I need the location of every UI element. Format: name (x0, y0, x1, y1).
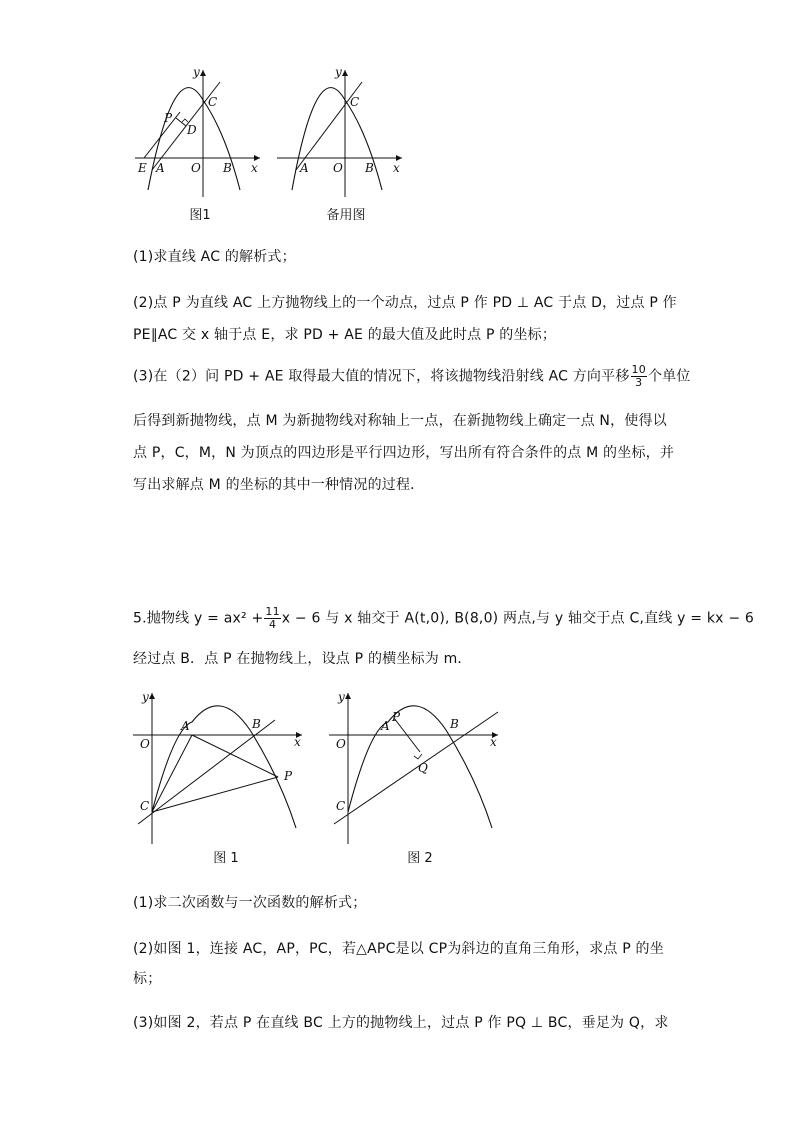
caption-q5-fig2: 图 2 (407, 851, 433, 866)
right-angle-mark (414, 754, 422, 759)
q4-part3-line4: 写出求解点 M 的坐标的其中一种情况的过程． (133, 477, 425, 493)
label-a: A (381, 719, 390, 733)
label-y: y (338, 690, 345, 704)
fraction-11-4 (264, 606, 280, 631)
parabola (152, 706, 296, 828)
caption-q5-fig1: 图 1 (213, 851, 239, 866)
label-a: A (300, 161, 309, 175)
label-y: y (193, 65, 200, 79)
line-bc (138, 720, 275, 824)
q5-part2-line1: (2)如图 1，连接 AC，AP，PC，若△APC是以 CP为斜边的直角三角形，求点 P 的坐 (133, 941, 664, 957)
q4-part2-line2: PE∥AC 交 x 轴于点 E，求 PD + AE 的最大值及此时点 P 的坐标； (133, 327, 557, 343)
figure-q5-fig2-svg (326, 688, 506, 848)
label-b: B (450, 717, 459, 731)
q4-part1: (1)求直线 AC 的解析式； (133, 249, 296, 265)
label-p: P (392, 710, 401, 724)
label-q: Q (418, 761, 428, 775)
label-o: O (333, 161, 343, 175)
line-pe (144, 112, 180, 158)
fraction-denominator: 3 (635, 376, 643, 389)
figure-q4-fig1 (130, 62, 270, 202)
q4-part2-line1: (2)点 P 为直线 AC 上方抛物线上的一个动点，过点 P 作 PD ⊥ AC 于点 D，过点 P 作 (133, 295, 677, 311)
label-p: P (284, 769, 293, 783)
fraction-numerator: 11 (265, 605, 280, 618)
q4-part3-line1-text-a: (3)在（2）问 PD + AE 取得最大值的情况下，将该抛物线沿射线 AC 方向平移 (133, 368, 630, 385)
caption-q4-fig2: 备用图 (326, 208, 366, 223)
q4-part3-line1 (133, 364, 691, 389)
caption-q4-fig1: 图1 (189, 208, 211, 223)
label-c: C (350, 95, 360, 109)
q5-intro-line1 (133, 606, 754, 631)
label-b: B (223, 161, 232, 175)
q4-part3-line1-text-b: 个单位 (647, 368, 691, 385)
figure-q4-fig2 (272, 62, 412, 202)
fraction-denominator: 4 (268, 618, 277, 631)
label-e: E (138, 161, 147, 175)
figure-q4-fig2-svg (272, 62, 412, 202)
label-x: x (251, 161, 258, 175)
q5-part1: (1)求二次函数与一次函数的解析式； (133, 895, 367, 911)
label-c: C (208, 95, 218, 109)
y-axis-arrow (149, 693, 155, 699)
figure-q5-fig1 (130, 688, 310, 848)
y-axis-arrow (342, 70, 348, 76)
figure-q5-fig1-svg (130, 688, 310, 848)
y-axis-arrow (345, 693, 351, 699)
label-c: C (336, 799, 346, 813)
line-bc (334, 712, 498, 824)
segment-pc (152, 777, 278, 812)
y-axis-arrow (200, 70, 206, 76)
label-o: O (140, 737, 150, 751)
label-p: P (164, 111, 173, 125)
q5-intro-text-a: 5.抛物线 y = ax² + (133, 610, 264, 627)
label-c: C (140, 799, 150, 813)
label-x: x (294, 735, 301, 749)
q5-intro-line2: 经过点 B．点 P 在抛物线上，设点 P 的横坐标为 m． (133, 651, 472, 667)
fraction-10-3 (631, 364, 647, 389)
label-o: O (191, 161, 201, 175)
right-angle-mark (182, 119, 188, 122)
figure-q4-fig1-svg (130, 62, 270, 202)
label-a: A (156, 161, 165, 175)
label-y: y (142, 690, 149, 704)
q5-part2-line2: 标； (133, 971, 162, 987)
q5-intro-text-b: x − 6 与 x 轴交于 A(t,0), B(8,0) 两点,与 y 轴交于点 C,直线 y = kx − 6 (281, 610, 755, 627)
label-b: B (365, 161, 374, 175)
label-d: D (187, 123, 197, 137)
figure-q5-fig2 (326, 688, 506, 848)
q5-part3-line1: (3)如图 2，若点 P 在直线 BC 上方的抛物线上，过点 P 作 PQ ⊥ BC，垂足为 Q，求 (133, 1015, 669, 1031)
label-a: A (181, 719, 190, 733)
label-x: x (393, 161, 400, 175)
label-b: B (252, 717, 261, 731)
label-x: x (490, 735, 497, 749)
label-y: y (335, 65, 342, 79)
q4-part3-line3: 点 P，C，M，N 为顶点的四边形是平行四边形，写出所有符合条件的点 M 的坐标，并 (133, 445, 675, 461)
label-o: O (336, 737, 346, 751)
fraction-numerator: 10 (631, 363, 646, 376)
segment-ac (152, 735, 192, 812)
q4-part3-line2: 后得到新抛物线，点 M 为新抛物线对称轴上一点，在新抛物线上确定一点 N，使得以 (133, 413, 667, 429)
